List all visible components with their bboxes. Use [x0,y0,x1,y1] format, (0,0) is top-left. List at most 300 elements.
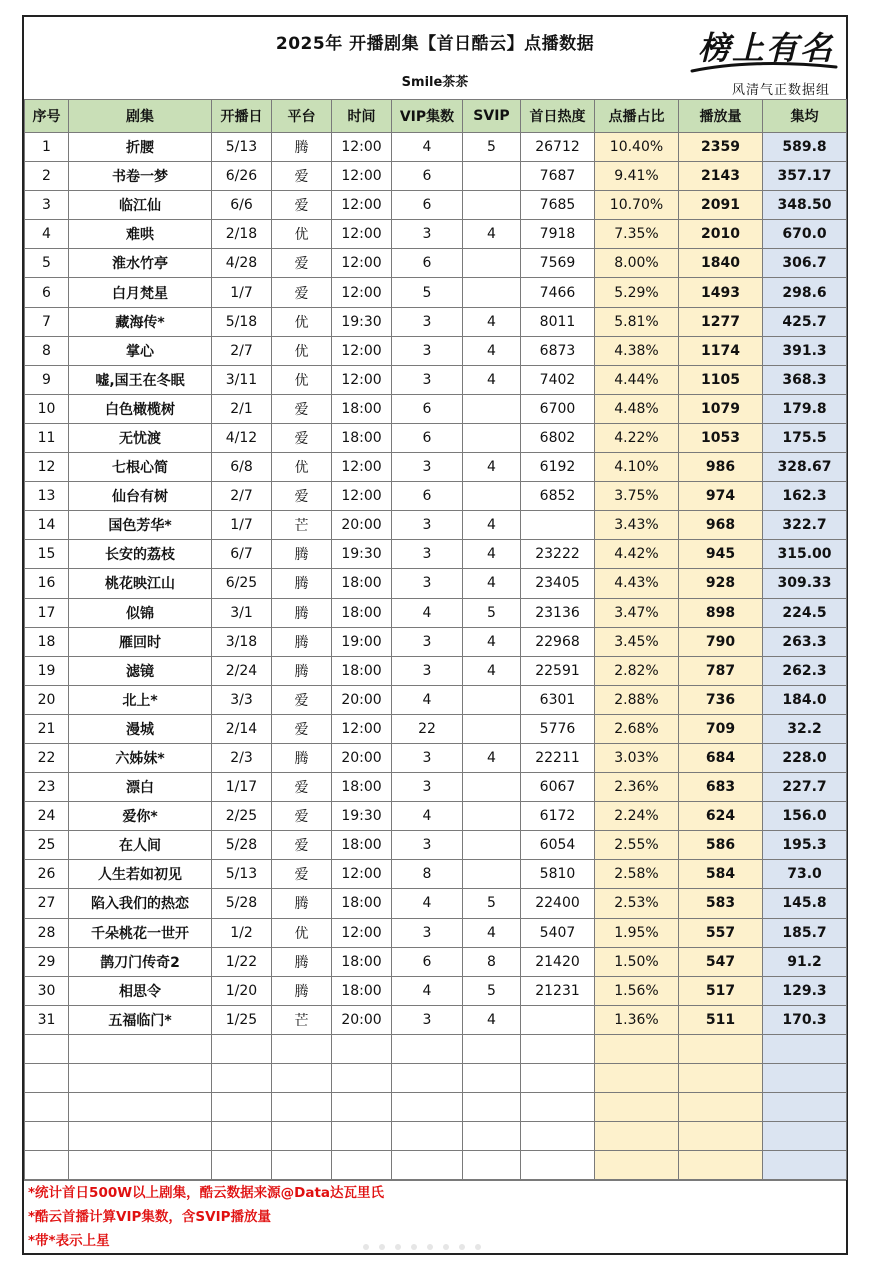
cell-time: 12:00 [332,453,392,482]
cell-time: 12:00 [332,860,392,889]
cell-time: 19:30 [332,307,392,336]
cell-index: 16 [25,569,69,598]
cell-title: 相思令 [69,976,212,1005]
cell-vip: 3 [392,540,463,569]
empty-cell [521,1064,595,1093]
cell-index: 26 [25,860,69,889]
cell-svip: 4 [463,743,521,772]
cell-share: 1.56% [595,976,679,1005]
cell-avg: 227.7 [763,773,847,802]
empty-cell [392,1034,463,1063]
cell-vip: 3 [392,1005,463,1034]
cell-vip: 4 [392,685,463,714]
cell-premiere: 4/28 [212,249,272,278]
table-row [25,714,847,743]
header-col-title: 剧集 [69,100,212,133]
empty-cell [332,1034,392,1063]
cell-heat: 6700 [521,394,595,423]
cell-index: 2 [25,162,69,191]
cell-share: 4.44% [595,365,679,394]
cell-platform: 爱 [272,802,332,831]
sheet-title: 2025年 开播剧集【首日酷云】点播数据 [275,34,595,54]
cell-share: 4.10% [595,453,679,482]
cell-title: 藏海传* [69,307,212,336]
cell-vip: 4 [392,133,463,162]
cell-vip: 3 [392,453,463,482]
logo-brand-text: 榜上有名 [697,29,834,67]
header-col-index: 序号 [25,100,69,133]
cell-title: 临江仙 [69,191,212,220]
cell-index: 23 [25,773,69,802]
empty-cell [463,1151,521,1180]
empty-cell [392,1064,463,1093]
table-row [25,133,847,162]
cell-platform: 优 [272,918,332,947]
empty-cell [212,1151,272,1180]
empty-cell [25,1064,69,1093]
table-row [25,191,847,220]
cell-svip: 4 [463,365,521,394]
cell-title: 鹊刀门传奇2 [69,947,212,976]
cell-svip [463,162,521,191]
header-col-share: 点播占比 [595,100,679,133]
empty-cell [272,1151,332,1180]
empty-cell [679,1034,763,1063]
cell-heat: 22591 [521,656,595,685]
cell-platform: 爱 [272,278,332,307]
cell-platform: 腾 [272,947,332,976]
cell-platform: 腾 [272,627,332,656]
cell-title: 无忧渡 [69,423,212,452]
cell-views: 736 [679,685,763,714]
cell-views: 945 [679,540,763,569]
cell-share: 2.68% [595,714,679,743]
cell-index: 13 [25,482,69,511]
cell-avg: 298.6 [763,278,847,307]
table-row [25,278,847,307]
empty-row [25,1064,847,1093]
cell-heat: 6172 [521,802,595,831]
table-row [25,802,847,831]
cell-svip: 4 [463,627,521,656]
cell-time: 12:00 [332,220,392,249]
cell-avg: 228.0 [763,743,847,772]
header-col-vip: VIP集数 [392,100,463,133]
empty-row [25,1034,847,1063]
cell-time: 18:00 [332,656,392,685]
cell-platform: 爱 [272,860,332,889]
cell-views: 2143 [679,162,763,191]
cell-views: 709 [679,714,763,743]
cell-index: 22 [25,743,69,772]
cell-premiere: 3/1 [212,598,272,627]
cell-index: 29 [25,947,69,976]
cell-avg: 328.67 [763,453,847,482]
cell-heat: 21231 [521,976,595,1005]
cell-time: 19:30 [332,802,392,831]
table-row [25,365,847,394]
cell-premiere: 1/2 [212,918,272,947]
cell-index: 28 [25,918,69,947]
cell-share: 2.53% [595,889,679,918]
cell-views: 928 [679,569,763,598]
table-row [25,220,847,249]
table-row [25,918,847,947]
cell-vip: 4 [392,802,463,831]
cell-premiere: 1/25 [212,1005,272,1034]
cell-platform: 腾 [272,133,332,162]
cell-views: 974 [679,482,763,511]
cell-vip: 6 [392,249,463,278]
cell-index: 6 [25,278,69,307]
cell-index: 20 [25,685,69,714]
cell-title: 漂白 [69,773,212,802]
cell-premiere: 2/25 [212,802,272,831]
cell-title: 人生若如初见 [69,860,212,889]
cell-avg: 322.7 [763,511,847,540]
cell-views: 586 [679,831,763,860]
cell-heat: 23405 [521,569,595,598]
cell-svip: 4 [463,307,521,336]
cell-platform: 芒 [272,1005,332,1034]
cell-svip: 4 [463,336,521,365]
cell-share: 1.95% [595,918,679,947]
empty-cell [763,1151,847,1180]
cell-heat: 23222 [521,540,595,569]
cell-index: 1 [25,133,69,162]
cell-vip: 3 [392,656,463,685]
empty-cell [463,1034,521,1063]
cell-title: 六姊妹* [69,743,212,772]
cell-share: 2.88% [595,685,679,714]
cell-avg: 184.0 [763,685,847,714]
cell-avg: 32.2 [763,714,847,743]
cell-share: 3.45% [595,627,679,656]
cell-platform: 爱 [272,714,332,743]
cell-avg: 306.7 [763,249,847,278]
cell-views: 517 [679,976,763,1005]
cell-time: 19:00 [332,627,392,656]
cell-share: 5.29% [595,278,679,307]
cell-heat: 6873 [521,336,595,365]
cell-premiere: 3/3 [212,685,272,714]
empty-cell [595,1151,679,1180]
cell-premiere: 2/1 [212,394,272,423]
cell-time: 18:00 [332,569,392,598]
cell-avg: 263.3 [763,627,847,656]
empty-cell [392,1122,463,1151]
cell-svip [463,802,521,831]
cell-title: 仙台有树 [69,482,212,511]
cell-vip: 4 [392,976,463,1005]
cell-heat: 6802 [521,423,595,452]
cell-vip: 3 [392,307,463,336]
cell-time: 20:00 [332,685,392,714]
cell-svip: 5 [463,598,521,627]
cell-premiere: 6/6 [212,191,272,220]
cell-time: 12:00 [332,365,392,394]
header-col-avg: 集均 [763,100,847,133]
table-row [25,685,847,714]
empty-cell [763,1034,847,1063]
cell-views: 511 [679,1005,763,1034]
cell-svip [463,860,521,889]
cell-title: 五福临门* [69,1005,212,1034]
cell-avg: 185.7 [763,918,847,947]
cell-avg: 368.3 [763,365,847,394]
cell-avg: 91.2 [763,947,847,976]
cell-vip: 6 [392,191,463,220]
cell-index: 7 [25,307,69,336]
cell-time: 12:00 [332,336,392,365]
cell-heat: 26712 [521,133,595,162]
cell-share: 4.42% [595,540,679,569]
cell-vip: 6 [392,394,463,423]
empty-cell [272,1034,332,1063]
cell-avg: 195.3 [763,831,847,860]
cell-share: 7.35% [595,220,679,249]
empty-cell [595,1093,679,1122]
cell-views: 1840 [679,249,763,278]
cell-svip [463,423,521,452]
cell-index: 5 [25,249,69,278]
cell-time: 12:00 [332,714,392,743]
table-row [25,307,847,336]
cell-vip: 3 [392,743,463,772]
cell-premiere: 3/18 [212,627,272,656]
cell-platform: 腾 [272,976,332,1005]
cell-index: 31 [25,1005,69,1034]
footnote: *酷云首播计算VIP集数，含SVIP播放量 [28,1209,272,1225]
empty-cell [463,1122,521,1151]
cell-time: 18:00 [332,889,392,918]
cell-index: 27 [25,889,69,918]
cell-vip: 3 [392,336,463,365]
cell-svip [463,394,521,423]
cell-time: 18:00 [332,598,392,627]
cell-time: 18:00 [332,976,392,1005]
cell-vip: 4 [392,889,463,918]
cell-premiere: 2/18 [212,220,272,249]
cell-views: 1079 [679,394,763,423]
empty-cell [595,1034,679,1063]
cell-index: 30 [25,976,69,1005]
cell-views: 684 [679,743,763,772]
cell-platform: 爱 [272,249,332,278]
cell-platform: 优 [272,453,332,482]
empty-row [25,1093,847,1122]
cell-svip [463,249,521,278]
cell-time: 12:00 [332,278,392,307]
cell-premiere: 1/22 [212,947,272,976]
cell-premiere: 1/7 [212,278,272,307]
empty-cell [463,1093,521,1122]
cell-avg: 670.0 [763,220,847,249]
table-row [25,831,847,860]
cell-premiere: 6/26 [212,162,272,191]
cell-title: 难哄 [69,220,212,249]
cell-premiere: 5/18 [212,307,272,336]
empty-row [25,1122,847,1151]
cell-title: 七根心简 [69,453,212,482]
cell-share: 9.41% [595,162,679,191]
empty-cell [332,1093,392,1122]
cell-platform: 腾 [272,656,332,685]
cell-heat: 7466 [521,278,595,307]
cell-share: 3.03% [595,743,679,772]
empty-cell [332,1064,392,1093]
cell-vip: 22 [392,714,463,743]
empty-cell [69,1034,212,1063]
cell-title: 白色橄榄树 [69,394,212,423]
empty-cell [69,1093,212,1122]
cell-avg: 348.50 [763,191,847,220]
cell-index: 25 [25,831,69,860]
cell-avg: 315.00 [763,540,847,569]
cell-share: 8.00% [595,249,679,278]
header-col-premiere: 开播日 [212,100,272,133]
cell-svip [463,191,521,220]
cell-svip: 4 [463,540,521,569]
table-row [25,540,847,569]
cell-share: 4.43% [595,569,679,598]
cell-premiere: 2/24 [212,656,272,685]
cell-index: 15 [25,540,69,569]
cell-premiere: 5/28 [212,889,272,918]
cell-title: 似锦 [69,598,212,627]
cell-premiere: 6/7 [212,540,272,569]
cell-heat [521,1005,595,1034]
header-col-heat: 首日热度 [521,100,595,133]
header-col-views: 播放量 [679,100,763,133]
cell-share: 3.43% [595,511,679,540]
table-row [25,656,847,685]
cell-views: 2359 [679,133,763,162]
empty-cell [272,1093,332,1122]
empty-cell [69,1151,212,1180]
page-indicator [360,1243,500,1251]
table-row [25,1005,847,1034]
empty-cell [521,1122,595,1151]
cell-heat: 8011 [521,307,595,336]
empty-cell [679,1151,763,1180]
cell-avg: 73.0 [763,860,847,889]
cell-premiere: 5/13 [212,860,272,889]
cell-time: 20:00 [332,743,392,772]
cell-heat: 7569 [521,249,595,278]
cell-index: 21 [25,714,69,743]
cell-platform: 爱 [272,685,332,714]
cell-svip [463,685,521,714]
cell-title: 白月梵星 [69,278,212,307]
cell-share: 3.47% [595,598,679,627]
cell-avg: 391.3 [763,336,847,365]
brush-stroke-icon [690,57,840,77]
table-row [25,511,847,540]
cell-share: 2.58% [595,860,679,889]
cell-heat: 7685 [521,191,595,220]
cell-share: 3.75% [595,482,679,511]
cell-share: 10.40% [595,133,679,162]
cell-title: 在人间 [69,831,212,860]
cell-heat: 7918 [521,220,595,249]
cell-platform: 优 [272,220,332,249]
empty-cell [521,1034,595,1063]
cell-platform: 爱 [272,394,332,423]
cell-vip: 6 [392,423,463,452]
cell-svip: 4 [463,918,521,947]
empty-cell [679,1093,763,1122]
empty-cell [25,1151,69,1180]
cell-svip [463,714,521,743]
cell-svip: 4 [463,1005,521,1034]
table-row [25,394,847,423]
table-row [25,627,847,656]
header-col-svip: SVIP [463,100,521,133]
empty-cell [763,1093,847,1122]
cell-svip: 5 [463,133,521,162]
logo-tagline: 风清气正数据组 [731,83,830,98]
cell-share: 4.22% [595,423,679,452]
cell-premiere: 6/8 [212,453,272,482]
cell-vip: 3 [392,569,463,598]
cell-views: 583 [679,889,763,918]
cell-index: 12 [25,453,69,482]
cell-platform: 爱 [272,191,332,220]
cell-avg: 224.5 [763,598,847,627]
cell-svip [463,773,521,802]
cell-vip: 3 [392,627,463,656]
cell-views: 1105 [679,365,763,394]
cell-vip: 3 [392,773,463,802]
empty-cell [521,1151,595,1180]
cell-time: 18:00 [332,947,392,976]
footnote: *带*表示上星 [28,1233,110,1249]
cell-vip: 8 [392,860,463,889]
empty-cell [595,1122,679,1151]
cell-platform: 腾 [272,569,332,598]
cell-title: 漫城 [69,714,212,743]
cell-premiere: 4/12 [212,423,272,452]
cell-premiere: 3/11 [212,365,272,394]
cell-avg: 262.3 [763,656,847,685]
cell-views: 2091 [679,191,763,220]
cell-views: 683 [679,773,763,802]
cell-premiere: 2/7 [212,482,272,511]
cell-title: 爱你* [69,802,212,831]
cell-platform: 爱 [272,423,332,452]
cell-svip: 5 [463,976,521,1005]
cell-premiere: 6/25 [212,569,272,598]
cell-heat: 22400 [521,889,595,918]
empty-cell [272,1122,332,1151]
cell-share: 2.55% [595,831,679,860]
cell-heat: 5776 [521,714,595,743]
cell-vip: 3 [392,511,463,540]
cell-views: 1277 [679,307,763,336]
data-sheet [22,15,848,1255]
cell-premiere: 1/17 [212,773,272,802]
table-row [25,976,847,1005]
cell-heat: 6852 [521,482,595,511]
cell-index: 9 [25,365,69,394]
cell-vip: 6 [392,162,463,191]
cell-index: 17 [25,598,69,627]
cell-share: 5.81% [595,307,679,336]
cell-views: 1493 [679,278,763,307]
cell-time: 20:00 [332,1005,392,1034]
table-row [25,889,847,918]
